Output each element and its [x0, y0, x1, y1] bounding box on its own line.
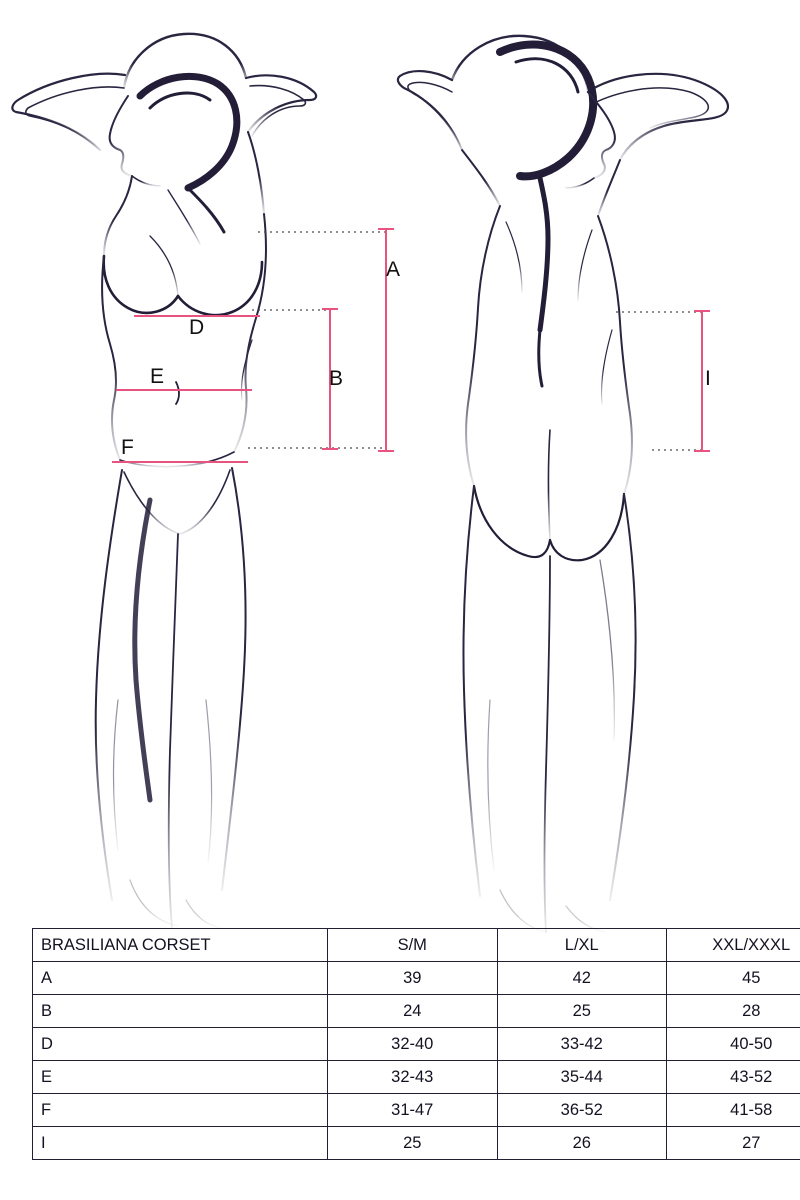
row-value: 45: [667, 962, 800, 995]
table-row: [33, 1127, 800, 1160]
row-value: 41-58: [667, 1094, 800, 1127]
measure-label-F: F: [121, 436, 134, 459]
row-value: 42: [497, 962, 667, 995]
row-label: E: [33, 1061, 328, 1094]
row-value: 25: [497, 995, 667, 1028]
row-value: 35-44: [497, 1061, 667, 1094]
row-value: 25: [328, 1127, 498, 1160]
row-value: 43-52: [667, 1061, 800, 1094]
front-figure: [12, 34, 316, 928]
measure-label-E: E: [150, 365, 165, 388]
measure-label-A: A: [386, 258, 401, 281]
measure-label-I: I: [705, 367, 711, 390]
row-value: 28: [667, 995, 800, 1028]
row-value: 40-50: [667, 1028, 800, 1061]
table-row: [33, 962, 800, 995]
table-row: [33, 995, 800, 1028]
size-chart-table: [32, 928, 800, 1160]
measure-label-B: B: [329, 367, 344, 390]
row-label: I: [33, 1127, 328, 1160]
row-value: 32-40: [328, 1028, 498, 1061]
table-row: [33, 1094, 800, 1127]
row-label: D: [33, 1028, 328, 1061]
row-value: 26: [497, 1127, 667, 1160]
row-label: B: [33, 995, 328, 1028]
row-label: A: [33, 962, 328, 995]
table-header-size-2: L/XL: [497, 929, 667, 962]
row-value: 27: [667, 1127, 800, 1160]
table-row: [33, 1028, 800, 1061]
row-value: 32-43: [328, 1061, 498, 1094]
table-header-size-3: XXL/XXXL: [667, 929, 800, 962]
back-figure: [398, 36, 728, 932]
table-header-row: [33, 929, 800, 962]
measurement-guides: [112, 228, 710, 462]
row-value: 24: [328, 995, 498, 1028]
table-row: [33, 1061, 800, 1094]
row-value: 36-52: [497, 1094, 667, 1127]
row-value: 33-42: [497, 1028, 667, 1061]
measure-label-D: D: [189, 316, 205, 339]
row-label: F: [33, 1094, 328, 1127]
row-value: 39: [328, 962, 498, 995]
table-header-size-1: S/M: [328, 929, 498, 962]
row-value: 31-47: [328, 1094, 498, 1127]
table-header-title: BRASILIANA CORSET: [33, 929, 328, 962]
